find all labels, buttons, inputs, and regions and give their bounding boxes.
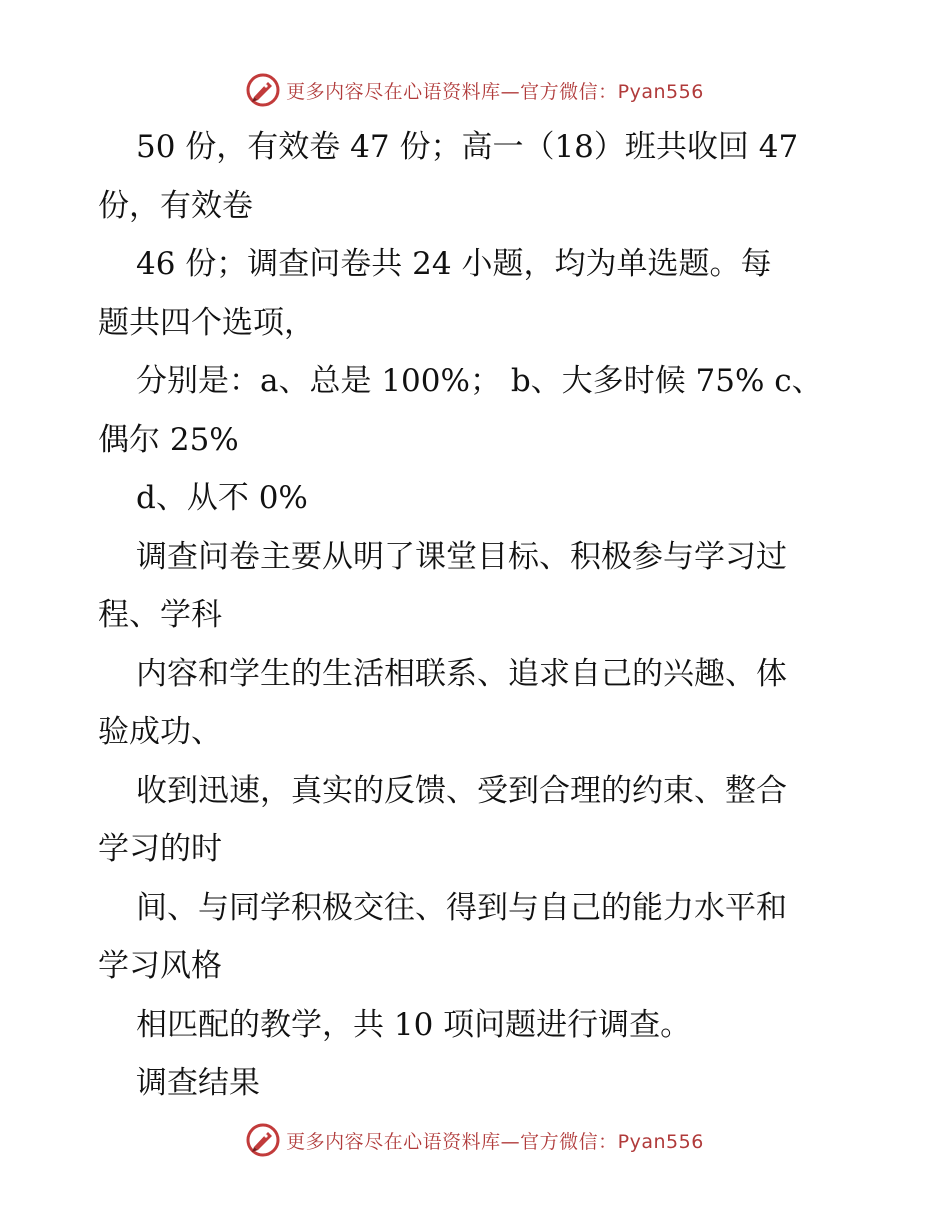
text-line: 46 份；调查问卷共 24 小题，均为单选题。每 [136,246,772,282]
text-line: 间、与同学积极交往、得到与自己的能力水平和 [136,889,787,926]
text-line: 调查结果 [136,1065,260,1101]
text-line: d、从不 0% [136,480,308,516]
pen-logo-icon [246,73,280,107]
text-line: 份，有效卷 [98,187,253,224]
header-watermark [0,70,950,110]
text-line: 调查问卷主要从明了课堂目标、积极参与学习过 [136,538,787,575]
text-line: 学习的时 [98,831,222,867]
text-line: 内容和学生的生活相联系、追求自己的兴趣、体 [136,655,787,692]
text-line: 程、学科 [98,597,222,633]
watermark-text: 更多内容尽在心语资料库—官方微信：Pyan556 [286,80,704,103]
text-line: 学习风格 [98,948,222,984]
text-line: 偶尔 25% [98,421,239,458]
document-body [98,118,868,1113]
text-line: 50 份，有效卷 47 份；高一（18）班共收回 47 [136,129,799,165]
text-line: 验成功、 [98,714,222,750]
pen-logo-icon [246,1123,280,1157]
text-line: 收到迅速，真实的反馈、受到合理的约束、整合 [136,772,787,809]
text-line: 相匹配的教学，共 10 项问题进行调查。 [136,1006,692,1043]
watermark-text: 更多内容尽在心语资料库—官方微信：Pyan556 [286,1130,704,1153]
footer-watermark [0,1120,950,1160]
text-line: 分别是：a、总是 100%； b、大多时候 75% c、 [136,363,823,399]
text-line: 题共四个选项， [98,304,315,341]
